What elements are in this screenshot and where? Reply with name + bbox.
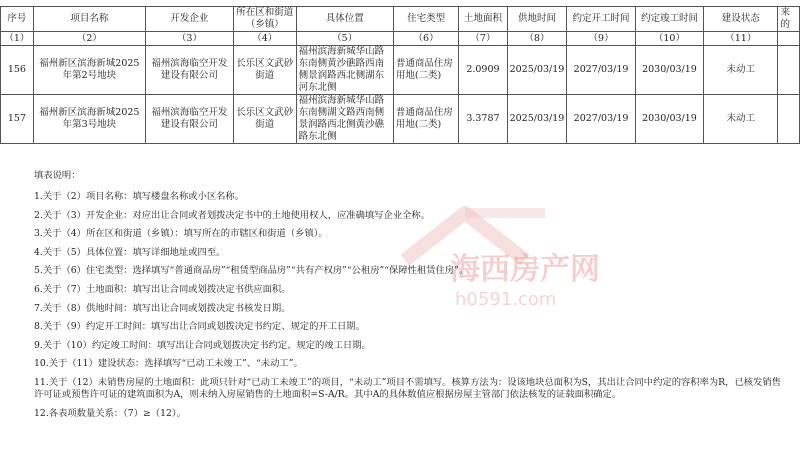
cell-area: 3.3787 xyxy=(459,95,507,144)
note-item: 11.关于（12）未销售房屋的土地面积：此项只针对“已动工未竣工”的项目，“未动工”项目不需填写。核算方法为：设该地块总面积为S，其出让合同中约定的容积率为R，已核发销售许可证或预售许可证的建筑面积为A，则未纳入房屋销售的土地面积=S-A/R。其中A的具体数值应根据房屋主管部门依法核发的证载面积确定。 xyxy=(34,376,781,400)
cell-type: 普通商品住房用地(二类) xyxy=(393,46,458,95)
header-cell: 序号 xyxy=(1,7,34,32)
land-table xyxy=(0,6,800,144)
note-item: 4.关于（5）具体位置：填写详细地址或四至。 xyxy=(34,246,226,258)
header-cell: 所在区和街道（乡镇） xyxy=(233,7,296,32)
cell-developer: 福州滨海临空开发建设有限公司 xyxy=(145,46,233,95)
watermark-main-text: 海西房产网 xyxy=(450,252,600,287)
index-cell: （4） xyxy=(233,32,296,46)
cell-start-date: 2027/03/19 xyxy=(567,95,635,144)
header-cell: 开发企业 xyxy=(145,7,233,32)
cell-start-date: 2027/03/19 xyxy=(567,46,635,95)
header-cell: 具体位置 xyxy=(296,7,393,32)
cell-complete-date: 2030/03/19 xyxy=(635,46,703,95)
cell-location: 福州滨海新城华山路东南侧黄沙礁路西南侧景润路西北侧湖东河东北侧 xyxy=(296,46,393,95)
cell-project: 福州新区滨海新城2025年第3号地块 xyxy=(33,95,145,144)
watermark-url-text: h0591.com xyxy=(455,289,557,310)
header-cell: 建设状态 xyxy=(704,7,778,32)
index-cell: （7） xyxy=(459,32,507,46)
header-cell: 供地时间 xyxy=(507,7,567,32)
index-cell: （6） xyxy=(393,32,458,46)
cell-supply-date: 2025/03/19 xyxy=(507,46,567,95)
note-item: 2.关于（3）开发企业：对应出让合同或者划拨决定书中的土地使用权人，应准确填写企业全称。 xyxy=(34,209,430,221)
index-row xyxy=(1,32,800,46)
index-cell: （5） xyxy=(296,32,393,46)
header-cell: 项目名称 xyxy=(33,7,145,32)
note-item: 8.关于（9）约定开工时间：填写出让合同或划拨决定书约定、规定的开工日期。 xyxy=(34,321,365,333)
index-cell: （10） xyxy=(635,32,703,46)
table-row xyxy=(1,95,800,144)
cell-seq: 156 xyxy=(1,46,34,95)
index-cell: （2） xyxy=(33,32,145,46)
note-item: 7.关于（8）供地时间：填写出让合同或划拨决定书核发日期。 xyxy=(34,302,291,314)
header-row xyxy=(1,7,800,32)
cell-district: 长乐区文武砂街道 xyxy=(233,46,296,95)
note-item: 3.关于（4）所在区和街道（乡镇）：填写所在的市辖区和街道（乡镇）。 xyxy=(34,228,328,240)
cell-district: 长乐区文武砂街道 xyxy=(233,95,296,144)
cell-supply-date: 2025/03/19 xyxy=(507,95,567,144)
note-item: 5.关于（6）住宅类型：选择填写“普通商品房”“租赁型商品房”“共有产权房”“公租房”“保障性租赁住房”。 xyxy=(34,265,469,277)
table-row xyxy=(1,46,800,95)
notes-section xyxy=(34,170,784,426)
index-cell: （8） xyxy=(507,32,567,46)
cell-project: 福州新区滨海新城2025年第2号地块 xyxy=(33,46,145,95)
cell-area: 2.0909 xyxy=(459,46,507,95)
header-cell: 约定竣工时间 xyxy=(635,7,703,32)
notes-title: 填表说明： xyxy=(34,170,81,181)
header-cell: 约定开工时间 xyxy=(567,7,635,32)
cell-location: 福州滨海新城华山路东南侧湖文路西南侧景润路西北侧黄沙礁路东北侧 xyxy=(296,95,393,144)
cell-type: 普通商品住房用地(二类) xyxy=(393,95,458,144)
cell-seq: 157 xyxy=(1,95,34,144)
header-cell: 土地面积 xyxy=(459,7,507,32)
note-item: 12.各表项数量关系：（7）≥（12）。 xyxy=(34,407,186,419)
cell-status: 未动工 xyxy=(704,46,778,95)
cell-developer: 福州滨海临空开发建设有限公司 xyxy=(145,95,233,144)
cell-extra xyxy=(778,95,800,144)
index-cell xyxy=(778,32,800,46)
header-cell: 住宅类型 xyxy=(393,7,458,32)
index-cell: （11） xyxy=(704,32,778,46)
note-item: 9.关于（10）约定竣工时间：填写出让合同或划拨决定书约定、规定的竣工日期。 xyxy=(34,339,371,351)
cell-extra xyxy=(778,46,800,95)
index-cell: （3） xyxy=(145,32,233,46)
index-cell: （9） xyxy=(567,32,635,46)
cell-complete-date: 2030/03/19 xyxy=(635,95,703,144)
index-cell: （1） xyxy=(1,32,34,46)
cell-status: 未动工 xyxy=(704,95,778,144)
header-cell: 来的 xyxy=(778,7,800,32)
note-item: 10.关于（11）建设状态：选择填写“已动工未竣工”、“未动工”。 xyxy=(34,358,303,370)
note-item: 1.关于（2）项目名称：填写楼盘名称或小区名称。 xyxy=(34,191,245,202)
note-item: 6.关于（7）土地面积：填写出让合同或划拨决定书供应面积。 xyxy=(34,283,291,295)
